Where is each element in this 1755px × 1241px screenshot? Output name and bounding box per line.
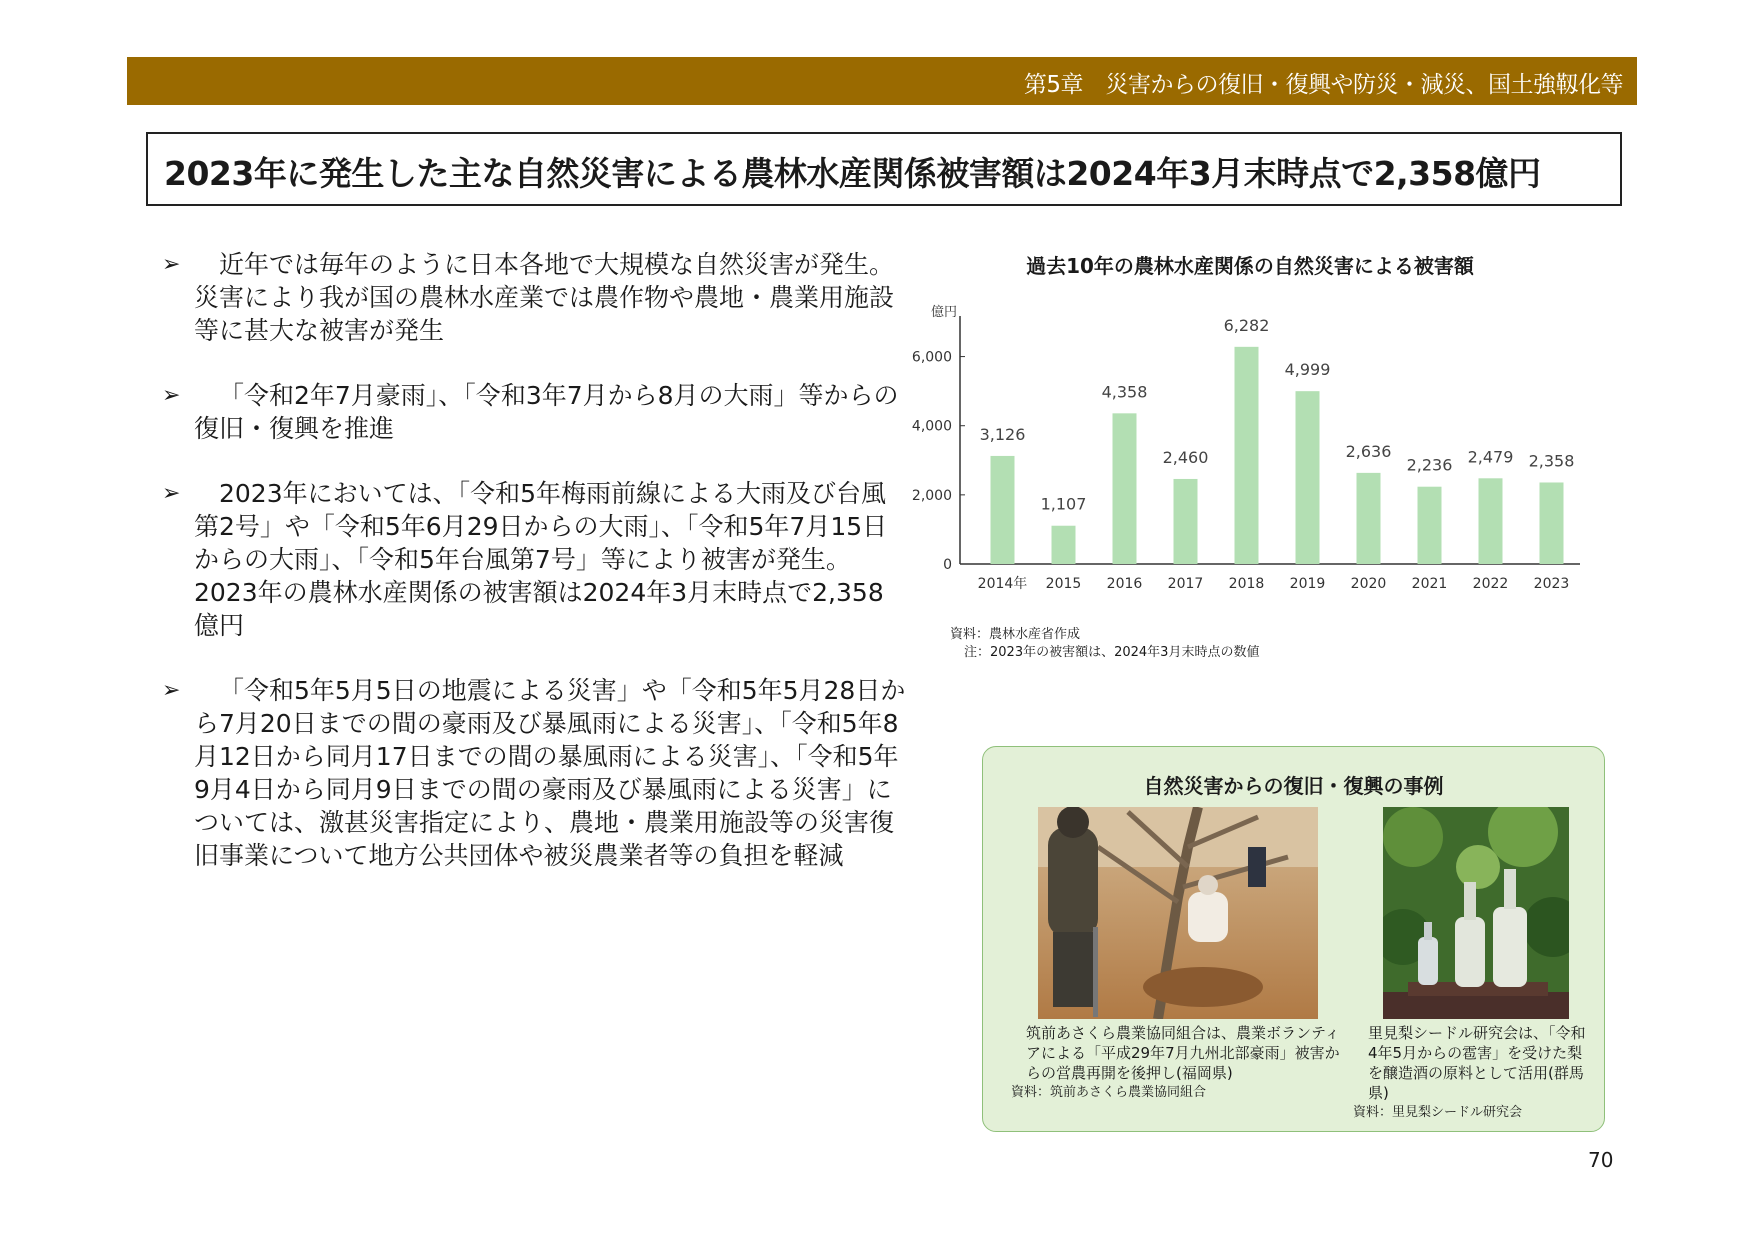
damage-bar-chart <box>880 292 1600 616</box>
chapter-header-bar <box>127 57 1637 105</box>
chart-bar <box>1296 391 1320 564</box>
headline-box <box>146 132 1622 206</box>
bullet-text: 「令和5年5月5日の地震による災害」や「令和5年5月28日から7月20日までの間の豪雨及び暴風雨による災害」、「令和5年8月12日から同月17日までの間の暴風雨による災害」、「令和5年9月4日から同月9日までの間の豪雨及び暴風雨による災害」については、激甚災害指定により、農地・農業用施設等の災害復旧事業について地方公共団体や被災農業者等の負担を軽減 <box>194 676 906 870</box>
x-tick-label: 2021 <box>1411 576 1448 592</box>
chart-svg <box>880 292 1600 612</box>
page-title: 2023年に発生した主な自然災害による農林水産関係被害額は2024年3月末時点で2,358億円 <box>164 154 1541 193</box>
chapter-title: 第5章 災害からの復旧・復興や防災・減災、国土強靱化等 <box>1023 72 1623 98</box>
bullet-item <box>162 379 907 445</box>
case-panel-title: 自然災害からの復旧・復興の事例 <box>1143 774 1444 798</box>
chart-bar <box>1174 479 1198 564</box>
bar-value-label: 2,236 <box>1406 455 1453 475</box>
chart-title: 過去10年の農林水産関係の自然災害による被害額 <box>1026 254 1474 278</box>
chart-bar <box>1418 487 1442 564</box>
arrow-bullet-icon: ➢ <box>162 383 181 408</box>
bullet-text: 2023年においては、「令和5年梅雨前線による大雨及び台風第2号」や「令和5年6月29日からの大雨」、「令和5年7月15日からの大雨」、「令和5年台風第7号」等により被害が発生。2023年の農林水産関係の被害額は2024年3月末時点で2,358億円 <box>194 479 888 640</box>
bar-value-label: 2,358 <box>1528 451 1575 471</box>
x-tick-label: 2023 <box>1533 576 1570 592</box>
chart-bar <box>1052 526 1076 564</box>
recovery-case-panel <box>982 746 1605 1132</box>
cider-bottles-photo <box>1383 807 1569 1019</box>
x-tick-label: 2016 <box>1106 576 1143 592</box>
x-tick-label: 2022 <box>1472 576 1509 592</box>
bar-value-label: 2,636 <box>1345 441 1392 461</box>
y-tick-label: 4,000 <box>911 418 952 435</box>
case-caption-text: 里見梨シードル研究会は、「令和4年5月からの雹害」を受けた梨を醸造酒の原料として活用(群馬県) <box>1368 1024 1586 1102</box>
chart-source: 資料：農林水産省作成 <box>950 627 1081 642</box>
chart-bar <box>1479 478 1503 564</box>
case-caption-source: 資料：里見梨シードル研究会 <box>1353 1105 1523 1120</box>
case-caption-text: 筑前あさくら農業協同組合は、農業ボランティアによる「平成29年7月九州北部豪雨」被害からの営農再開を後押し(福岡県) <box>1026 1024 1340 1082</box>
bar-value-label: 6,282 <box>1223 315 1270 335</box>
bullet-item <box>162 477 907 642</box>
bullet-item <box>162 674 907 872</box>
arrow-bullet-icon: ➢ <box>162 678 181 703</box>
x-tick-label: 2015 <box>1045 576 1082 592</box>
chart-bar <box>991 456 1015 564</box>
bar-value-label: 4,999 <box>1284 360 1331 380</box>
chart-bar <box>1113 413 1137 564</box>
y-tick-label: 0 <box>943 557 952 573</box>
bullet-item <box>162 248 907 347</box>
chart-note: 注：2023年の被害額は、2024年3月末時点の数値 <box>964 645 1260 660</box>
bar-value-label: 2,479 <box>1467 447 1514 467</box>
bar-value-label: 3,126 <box>979 424 1026 444</box>
x-tick-label: 2014年 <box>977 576 1028 592</box>
bar-value-label: 4,358 <box>1101 382 1148 402</box>
arrow-bullet-icon: ➢ <box>162 252 181 277</box>
x-tick-label: 2019 <box>1289 576 1326 592</box>
case-caption <box>1011 1023 1343 1103</box>
x-tick-label: 2020 <box>1350 576 1387 592</box>
case-caption <box>1353 1023 1593 1123</box>
y-tick-label: 2,000 <box>911 487 952 504</box>
chart-bar <box>1540 482 1564 564</box>
chart-bar <box>1357 473 1381 564</box>
bullet-text: 「令和2年7月豪雨」、「令和3年7月から8月の大雨」等からの復旧・復興を推進 <box>194 381 899 443</box>
bar-value-label: 1,107 <box>1040 494 1087 514</box>
x-tick-label: 2018 <box>1228 576 1265 592</box>
bar-value-label: 2,460 <box>1162 447 1209 467</box>
case-caption-source: 資料：筑前あさくら農業協同組合 <box>1011 1085 1207 1100</box>
bullet-list <box>162 248 907 904</box>
y-axis-unit: 億円 <box>930 305 958 320</box>
farmers-planting-trees-photo <box>1038 807 1318 1019</box>
x-tick-label: 2017 <box>1167 576 1204 592</box>
chart-notes <box>950 626 1259 662</box>
chart-bar <box>1235 347 1259 564</box>
y-tick-label: 6,000 <box>911 349 952 366</box>
arrow-bullet-icon: ➢ <box>162 481 181 506</box>
page-number: 70 <box>1588 1148 1614 1172</box>
bullet-text: 近年では毎年のように日本各地で大規模な自然災害が発生。災害により我が国の農林水産業では農作物や農地・農業用施設等に甚大な被害が発生 <box>194 250 895 345</box>
